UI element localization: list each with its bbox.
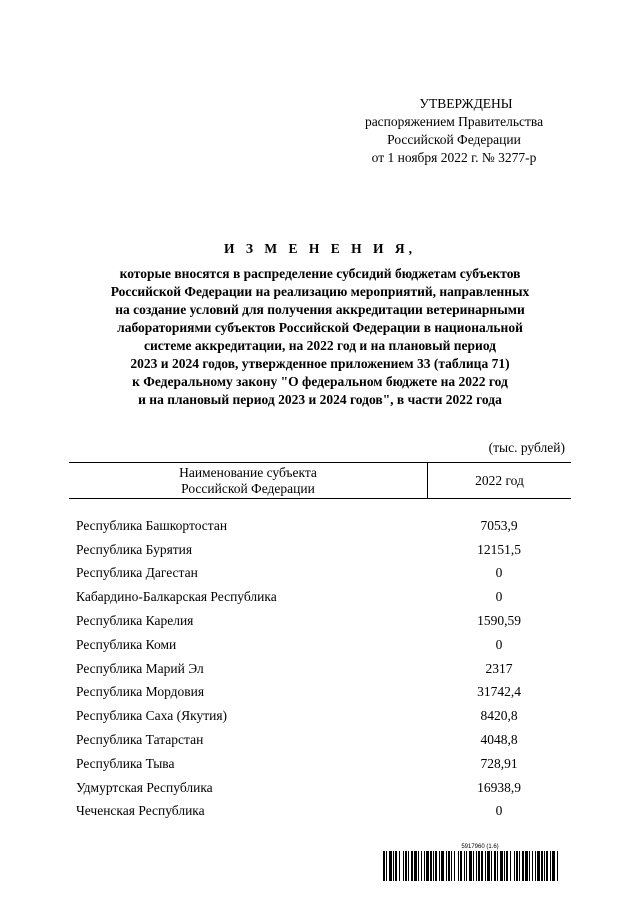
subheading-line: к Федеральному закону "О федеральном бюджете на 2022 год	[132, 374, 508, 389]
subheading-line: на создание условий для получения аккредитации ветеринарными	[115, 302, 525, 317]
subheading-line: системе аккредитации, на 2022 год и на плановый период	[143, 338, 497, 353]
approval-block	[330, 95, 578, 167]
region-value: 7053,9	[480, 517, 518, 533]
region-value: 12151,5	[477, 541, 521, 557]
column-header-line: Российской Федерации	[181, 480, 315, 496]
table-row	[0, 514, 640, 538]
region-value: 16938,9	[477, 779, 521, 795]
region-name: Республика Дагестан	[76, 565, 198, 581]
region-name: Республика Мордовия	[76, 684, 205, 700]
region-value: 31742,4	[477, 684, 521, 700]
table-row	[0, 609, 640, 633]
table-body	[0, 514, 640, 823]
region-name: Чеченская Республика	[76, 803, 205, 819]
region-value: 0	[495, 565, 503, 581]
region-name: Республика Марий Эл	[76, 660, 204, 676]
table-row	[0, 657, 640, 681]
column-header-line: Наименование субъекта	[179, 464, 317, 480]
region-name: Республика Карелия	[76, 613, 194, 629]
region-name: Удмуртская Республика	[76, 779, 213, 795]
region-name: Республика Саха (Якутия)	[76, 708, 228, 724]
table-row	[0, 728, 640, 752]
barcode	[383, 844, 559, 881]
table-header	[69, 462, 571, 499]
document-heading: И З М Е Н Е Н И Я,	[223, 241, 416, 256]
approval-line: Российской Федерации	[387, 132, 521, 147]
region-name: Республика Бурятия	[76, 541, 193, 557]
region-name: Республика Тыва	[76, 755, 175, 771]
barcode-image	[383, 851, 559, 881]
region-name: Кабардино-Балкарская Республика	[76, 589, 277, 605]
region-name: Республика Башкортостан	[76, 517, 228, 533]
table-row	[0, 562, 640, 586]
table-row	[0, 704, 640, 728]
table-row	[0, 538, 640, 562]
column-header-year: 2022 год	[427, 463, 571, 498]
region-value: 2317	[485, 660, 513, 676]
subheading-line: лабораториями субъектов Российской Федерации в национальной	[117, 320, 523, 335]
region-value: 0	[495, 589, 503, 605]
region-name: Республика Татарстан	[76, 732, 204, 748]
subheading-line: Российской Федерации на реализацию мероприятий, направленных	[110, 284, 530, 299]
table-row	[0, 800, 640, 824]
document-subheading	[60, 265, 580, 409]
region-value: 8420,8	[480, 708, 518, 724]
approval-line: от 1 ноября 2022 г. № 3277-р	[371, 150, 537, 165]
subheading-line: которые вносятся в распределение субсидий бюджетам субъектов	[119, 266, 521, 281]
table-row	[0, 776, 640, 800]
units-label: (тыс. рублей)	[488, 440, 565, 455]
approval-title: УТВЕРЖДЕНЫ	[419, 96, 513, 111]
column-header-region	[69, 463, 427, 498]
region-value: 0	[495, 803, 503, 819]
table-row	[0, 681, 640, 705]
region-value: 1590,59	[477, 613, 521, 629]
region-name: Республика Коми	[76, 636, 177, 652]
table-row	[0, 633, 640, 657]
barcode-number: 5917960 (1.6)	[461, 844, 499, 850]
subheading-line: 2023 и 2024 годов, утвержденное приложением 33 (таблица 71)	[130, 356, 510, 371]
approval-line: распоряжением Правительства	[364, 114, 544, 129]
region-value: 728,91	[480, 755, 518, 771]
region-value: 4048,8	[480, 732, 518, 748]
region-value: 0	[495, 636, 503, 652]
table-row	[0, 585, 640, 609]
subheading-line: и на плановый период 2023 и 2024 годов", в части 2022 года	[138, 392, 502, 407]
table-row	[0, 752, 640, 776]
